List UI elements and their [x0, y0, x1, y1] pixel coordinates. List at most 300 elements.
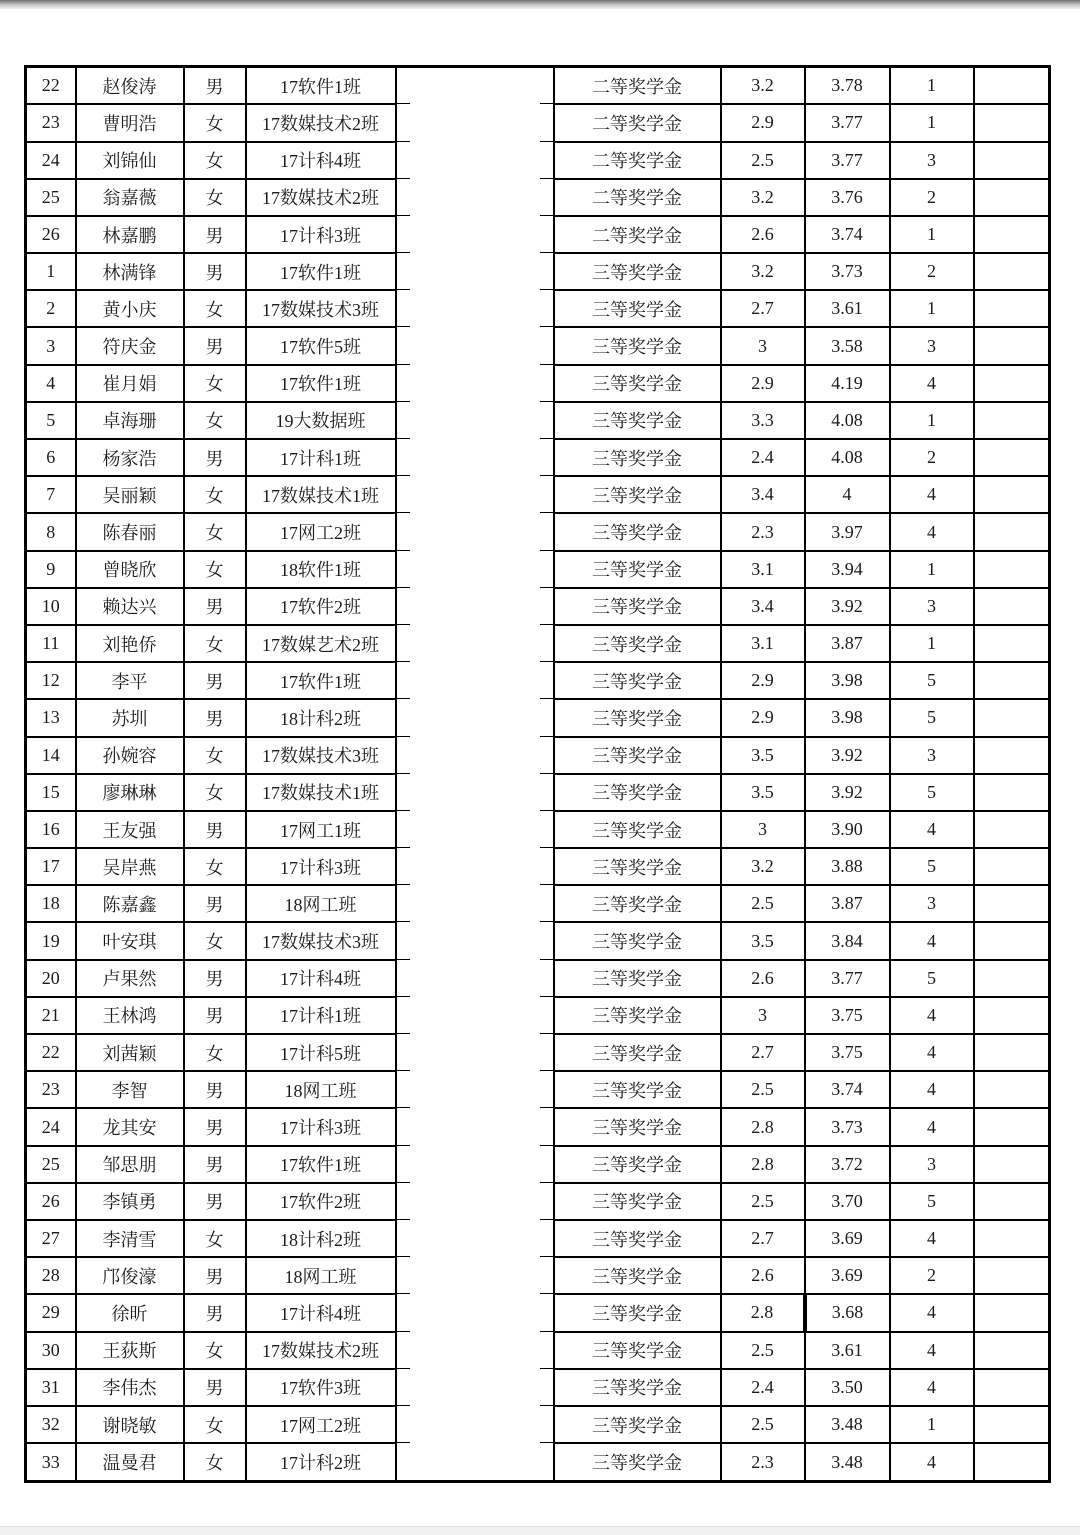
cell-gender[interactable]: 男	[184, 811, 246, 848]
cell-value-c[interactable]: 1	[890, 402, 974, 439]
cell-scholarship-level[interactable]: 二等奖学金	[554, 142, 721, 179]
cell-name[interactable]: 王友强	[76, 811, 184, 848]
cell-blank-end[interactable]	[974, 662, 1050, 699]
cell-gender[interactable]: 女	[184, 142, 246, 179]
cell-value-a[interactable]: 2.8	[721, 1146, 805, 1183]
cell-class[interactable]: 17网工1班	[246, 811, 396, 848]
cell-value-a[interactable]: 3.2	[721, 253, 805, 290]
cell-name[interactable]: 温曼君	[76, 1443, 184, 1481]
cell-value-a[interactable]: 3.2	[721, 179, 805, 216]
cell-gender[interactable]: 女	[184, 551, 246, 588]
cell-class[interactable]: 17软件1班	[246, 662, 396, 699]
cell-value-b[interactable]: 3.69	[805, 1220, 890, 1257]
cell-blank-end[interactable]	[974, 960, 1050, 997]
cell-value-c[interactable]: 5	[890, 774, 974, 811]
cell-scholarship-level[interactable]: 三等奖学金	[554, 588, 721, 625]
cell-scholarship-level[interactable]: 三等奖学金	[554, 922, 721, 959]
cell-gender[interactable]: 男	[184, 67, 246, 105]
cell-row-number[interactable]: 23	[26, 1071, 76, 1108]
cell-value-a[interactable]: 3.1	[721, 625, 805, 662]
cell-blank-spacer[interactable]	[396, 104, 554, 141]
cell-row-number[interactable]: 25	[26, 179, 76, 216]
cell-scholarship-level[interactable]: 三等奖学金	[554, 1220, 721, 1257]
cell-class[interactable]: 17软件1班	[246, 67, 396, 105]
cell-scholarship-level[interactable]: 二等奖学金	[554, 104, 721, 141]
cell-blank-end[interactable]	[974, 67, 1050, 105]
cell-class[interactable]: 17数媒技术2班	[246, 104, 396, 141]
cell-row-number[interactable]: 2	[26, 290, 76, 327]
cell-name[interactable]: 崔月娟	[76, 365, 184, 402]
cell-gender[interactable]: 男	[184, 1257, 246, 1294]
cell-name[interactable]: 卢果然	[76, 960, 184, 997]
cell-scholarship-level[interactable]: 三等奖学金	[554, 662, 721, 699]
cell-scholarship-level[interactable]: 三等奖学金	[554, 439, 721, 476]
cell-class[interactable]: 17软件3班	[246, 1369, 396, 1406]
cell-blank-spacer[interactable]	[396, 588, 554, 625]
cell-value-a[interactable]: 2.7	[721, 1220, 805, 1257]
cell-scholarship-level[interactable]: 三等奖学金	[554, 811, 721, 848]
cell-value-a[interactable]: 2.4	[721, 1369, 805, 1406]
cell-class[interactable]: 17计科4班	[246, 960, 396, 997]
cell-blank-end[interactable]	[974, 1294, 1050, 1331]
cell-name[interactable]: 曾晓欣	[76, 551, 184, 588]
cell-name[interactable]: 王荻斯	[76, 1332, 184, 1369]
cell-name[interactable]: 翁嘉薇	[76, 179, 184, 216]
cell-scholarship-level[interactable]: 三等奖学金	[554, 476, 721, 513]
cell-class[interactable]: 18网工班	[246, 885, 396, 922]
cell-blank-spacer[interactable]	[396, 1443, 554, 1481]
cell-value-a[interactable]: 2.6	[721, 216, 805, 253]
cell-value-b[interactable]: 3.92	[805, 774, 890, 811]
cell-class[interactable]: 18网工班	[246, 1071, 396, 1108]
cell-class[interactable]: 17软件1班	[246, 365, 396, 402]
cell-blank-spacer[interactable]	[396, 960, 554, 997]
cell-scholarship-level[interactable]: 三等奖学金	[554, 253, 721, 290]
cell-value-c[interactable]: 1	[890, 67, 974, 105]
cell-value-c[interactable]: 3	[890, 142, 974, 179]
cell-blank-end[interactable]	[974, 1443, 1050, 1481]
cell-blank-end[interactable]	[974, 1369, 1050, 1406]
cell-value-a[interactable]: 3.4	[721, 588, 805, 625]
cell-gender[interactable]: 男	[184, 885, 246, 922]
cell-value-b[interactable]: 3.87	[805, 625, 890, 662]
cell-value-a[interactable]: 3.2	[721, 67, 805, 105]
cell-value-c[interactable]: 4	[890, 365, 974, 402]
cell-blank-spacer[interactable]	[396, 402, 554, 439]
cell-blank-end[interactable]	[974, 179, 1050, 216]
cell-row-number[interactable]: 12	[26, 662, 76, 699]
cell-class[interactable]: 17软件5班	[246, 327, 396, 364]
cell-value-c[interactable]: 2	[890, 1257, 974, 1294]
cell-value-a[interactable]: 3	[721, 811, 805, 848]
cell-value-b[interactable]: 3.75	[805, 997, 890, 1034]
cell-scholarship-level[interactable]: 三等奖学金	[554, 1183, 721, 1220]
cell-value-a[interactable]: 2.3	[721, 1443, 805, 1481]
cell-value-a[interactable]: 3.4	[721, 476, 805, 513]
cell-scholarship-level[interactable]: 二等奖学金	[554, 216, 721, 253]
cell-value-c[interactable]: 5	[890, 1183, 974, 1220]
cell-value-c[interactable]: 4	[890, 997, 974, 1034]
cell-value-c[interactable]: 4	[890, 1443, 974, 1481]
cell-name[interactable]: 徐昕	[76, 1294, 184, 1331]
cell-row-number[interactable]: 22	[26, 1034, 76, 1071]
cell-blank-spacer[interactable]	[396, 1294, 554, 1331]
cell-row-number[interactable]: 3	[26, 327, 76, 364]
cell-scholarship-level[interactable]: 三等奖学金	[554, 885, 721, 922]
cell-class[interactable]: 17网工2班	[246, 1406, 396, 1443]
cell-class[interactable]: 17数媒艺术2班	[246, 625, 396, 662]
cell-scholarship-level[interactable]: 三等奖学金	[554, 1108, 721, 1145]
cell-gender[interactable]: 女	[184, 774, 246, 811]
cell-value-b[interactable]: 3.77	[805, 142, 890, 179]
cell-blank-end[interactable]	[974, 997, 1050, 1034]
cell-gender[interactable]: 男	[184, 588, 246, 625]
cell-blank-spacer[interactable]	[396, 476, 554, 513]
cell-class[interactable]: 17计科4班	[246, 142, 396, 179]
cell-gender[interactable]: 男	[184, 439, 246, 476]
cell-value-c[interactable]: 1	[890, 290, 974, 327]
cell-gender[interactable]: 女	[184, 365, 246, 402]
cell-blank-spacer[interactable]	[396, 811, 554, 848]
cell-value-b[interactable]: 3.84	[805, 922, 890, 959]
cell-gender[interactable]: 男	[184, 327, 246, 364]
cell-class[interactable]: 17数媒技术2班	[246, 1332, 396, 1369]
cell-value-a[interactable]: 2.9	[721, 662, 805, 699]
cell-blank-end[interactable]	[974, 1332, 1050, 1369]
cell-row-number[interactable]: 31	[26, 1369, 76, 1406]
cell-gender[interactable]: 女	[184, 476, 246, 513]
cell-value-b[interactable]: 3.72	[805, 1146, 890, 1183]
cell-value-b[interactable]: 3.78	[805, 67, 890, 105]
cell-value-a[interactable]: 2.8	[721, 1108, 805, 1145]
cell-name[interactable]: 李镇勇	[76, 1183, 184, 1220]
cell-value-c[interactable]: 4	[890, 1294, 974, 1331]
cell-scholarship-level[interactable]: 三等奖学金	[554, 1332, 721, 1369]
cell-value-c[interactable]: 5	[890, 662, 974, 699]
cell-value-a[interactable]: 2.7	[721, 1034, 805, 1071]
cell-class[interactable]: 18软件1班	[246, 551, 396, 588]
cell-gender[interactable]: 女	[184, 290, 246, 327]
cell-value-b[interactable]: 3.50	[805, 1369, 890, 1406]
cell-blank-end[interactable]	[974, 1406, 1050, 1443]
cell-class[interactable]: 17数媒技术2班	[246, 179, 396, 216]
cell-value-a[interactable]: 3.2	[721, 848, 805, 885]
cell-gender[interactable]: 女	[184, 737, 246, 774]
cell-name[interactable]: 刘艳侨	[76, 625, 184, 662]
cell-value-b[interactable]: 3.88	[805, 848, 890, 885]
cell-blank-spacer[interactable]	[396, 290, 554, 327]
cell-value-b[interactable]: 3.74	[805, 1071, 890, 1108]
cell-name[interactable]: 孙婉容	[76, 737, 184, 774]
cell-value-a[interactable]: 2.5	[721, 1183, 805, 1220]
cell-gender[interactable]: 女	[184, 922, 246, 959]
cell-name[interactable]: 曹明浩	[76, 104, 184, 141]
cell-gender[interactable]: 男	[184, 699, 246, 736]
cell-name[interactable]: 林满锋	[76, 253, 184, 290]
cell-value-a[interactable]: 2.7	[721, 290, 805, 327]
cell-class[interactable]: 18计科2班	[246, 699, 396, 736]
cell-blank-end[interactable]	[974, 625, 1050, 662]
cell-blank-end[interactable]	[974, 290, 1050, 327]
cell-class[interactable]: 17计科3班	[246, 1108, 396, 1145]
cell-value-c[interactable]: 4	[890, 1071, 974, 1108]
cell-name[interactable]: 吴岸燕	[76, 848, 184, 885]
cell-blank-spacer[interactable]	[396, 885, 554, 922]
cell-blank-spacer[interactable]	[396, 774, 554, 811]
cell-row-number[interactable]: 23	[26, 104, 76, 141]
cell-row-number[interactable]: 11	[26, 625, 76, 662]
cell-value-b[interactable]: 3.75	[805, 1034, 890, 1071]
cell-value-b[interactable]: 3.73	[805, 253, 890, 290]
cell-scholarship-level[interactable]: 三等奖学金	[554, 1294, 721, 1331]
cell-name[interactable]: 王林鸿	[76, 997, 184, 1034]
cell-name[interactable]: 苏圳	[76, 699, 184, 736]
cell-row-number[interactable]: 29	[26, 1294, 76, 1331]
cell-name[interactable]: 黄小庆	[76, 290, 184, 327]
cell-gender[interactable]: 男	[184, 1146, 246, 1183]
cell-row-number[interactable]: 18	[26, 885, 76, 922]
cell-class[interactable]: 17数媒技术3班	[246, 737, 396, 774]
cell-blank-end[interactable]	[974, 513, 1050, 550]
cell-scholarship-level[interactable]: 三等奖学金	[554, 1034, 721, 1071]
cell-row-number[interactable]: 24	[26, 1108, 76, 1145]
cell-blank-spacer[interactable]	[396, 179, 554, 216]
cell-name[interactable]: 李平	[76, 662, 184, 699]
cell-value-b[interactable]: 3.74	[805, 216, 890, 253]
cell-gender[interactable]: 男	[184, 1369, 246, 1406]
cell-gender[interactable]: 女	[184, 104, 246, 141]
cell-class[interactable]: 18计科2班	[246, 1220, 396, 1257]
cell-row-number[interactable]: 10	[26, 588, 76, 625]
cell-blank-spacer[interactable]	[396, 1146, 554, 1183]
cell-row-number[interactable]: 9	[26, 551, 76, 588]
cell-name[interactable]: 赵俊涛	[76, 67, 184, 105]
cell-gender[interactable]: 女	[184, 179, 246, 216]
cell-scholarship-level[interactable]: 三等奖学金	[554, 737, 721, 774]
cell-gender[interactable]: 女	[184, 513, 246, 550]
cell-scholarship-level[interactable]: 三等奖学金	[554, 1071, 721, 1108]
cell-value-b[interactable]: 3.61	[805, 290, 890, 327]
cell-blank-end[interactable]	[974, 1183, 1050, 1220]
cell-value-c[interactable]: 4	[890, 1369, 974, 1406]
cell-name[interactable]: 赖达兴	[76, 588, 184, 625]
cell-row-number[interactable]: 8	[26, 513, 76, 550]
cell-value-a[interactable]: 3.5	[721, 737, 805, 774]
cell-value-a[interactable]: 3.1	[721, 551, 805, 588]
cell-value-a[interactable]: 2.6	[721, 960, 805, 997]
cell-value-b[interactable]: 3.48	[805, 1406, 890, 1443]
cell-name[interactable]: 谢晓敏	[76, 1406, 184, 1443]
cell-name[interactable]: 邹思朋	[76, 1146, 184, 1183]
cell-blank-spacer[interactable]	[396, 1108, 554, 1145]
cell-gender[interactable]: 男	[184, 997, 246, 1034]
cell-name[interactable]: 卓海珊	[76, 402, 184, 439]
cell-class[interactable]: 17数媒技术3班	[246, 290, 396, 327]
cell-value-c[interactable]: 5	[890, 699, 974, 736]
cell-value-a[interactable]: 3	[721, 327, 805, 364]
cell-name[interactable]: 陈嘉鑫	[76, 885, 184, 922]
cell-blank-end[interactable]	[974, 104, 1050, 141]
cell-value-c[interactable]: 5	[890, 960, 974, 997]
cell-row-number[interactable]: 26	[26, 1183, 76, 1220]
cell-row-number[interactable]: 4	[26, 365, 76, 402]
cell-blank-end[interactable]	[974, 774, 1050, 811]
cell-gender[interactable]: 女	[184, 1443, 246, 1481]
cell-blank-end[interactable]	[974, 402, 1050, 439]
cell-class[interactable]: 17计科2班	[246, 1443, 396, 1481]
cell-row-number[interactable]: 26	[26, 216, 76, 253]
cell-blank-spacer[interactable]	[396, 1183, 554, 1220]
cell-value-a[interactable]: 2.5	[721, 1332, 805, 1369]
cell-scholarship-level[interactable]: 二等奖学金	[554, 67, 721, 105]
cell-gender[interactable]: 女	[184, 625, 246, 662]
cell-value-a[interactable]: 3.5	[721, 922, 805, 959]
cell-name[interactable]: 龙其安	[76, 1108, 184, 1145]
cell-class[interactable]: 17计科1班	[246, 997, 396, 1034]
cell-class[interactable]: 17计科3班	[246, 216, 396, 253]
cell-scholarship-level[interactable]: 三等奖学金	[554, 290, 721, 327]
cell-blank-end[interactable]	[974, 551, 1050, 588]
cell-gender[interactable]: 女	[184, 1406, 246, 1443]
cell-value-b[interactable]: 3.70	[805, 1183, 890, 1220]
cell-scholarship-level[interactable]: 三等奖学金	[554, 1257, 721, 1294]
cell-gender[interactable]: 女	[184, 848, 246, 885]
cell-value-a[interactable]: 2.3	[721, 513, 805, 550]
cell-value-b[interactable]: 3.90	[805, 811, 890, 848]
cell-value-a[interactable]: 2.9	[721, 104, 805, 141]
cell-class[interactable]: 17计科5班	[246, 1034, 396, 1071]
cell-blank-end[interactable]	[974, 1220, 1050, 1257]
cell-blank-spacer[interactable]	[396, 513, 554, 550]
cell-class[interactable]: 17软件1班	[246, 253, 396, 290]
cell-blank-spacer[interactable]	[396, 1369, 554, 1406]
cell-row-number[interactable]: 22	[26, 67, 76, 105]
cell-blank-spacer[interactable]	[396, 327, 554, 364]
cell-value-b[interactable]: 3.77	[805, 960, 890, 997]
cell-gender[interactable]: 男	[184, 1071, 246, 1108]
cell-value-c[interactable]: 5	[890, 848, 974, 885]
cell-scholarship-level[interactable]: 三等奖学金	[554, 699, 721, 736]
cell-blank-end[interactable]	[974, 253, 1050, 290]
cell-value-c[interactable]: 1	[890, 104, 974, 141]
cell-blank-spacer[interactable]	[396, 662, 554, 699]
cell-class[interactable]: 18网工班	[246, 1257, 396, 1294]
cell-scholarship-level[interactable]: 三等奖学金	[554, 402, 721, 439]
cell-row-number[interactable]: 17	[26, 848, 76, 885]
cell-value-b[interactable]: 3.77	[805, 104, 890, 141]
cell-row-number[interactable]: 15	[26, 774, 76, 811]
cell-scholarship-level[interactable]: 三等奖学金	[554, 960, 721, 997]
cell-row-number[interactable]: 7	[26, 476, 76, 513]
cell-blank-end[interactable]	[974, 142, 1050, 179]
cell-value-c[interactable]: 1	[890, 625, 974, 662]
cell-scholarship-level[interactable]: 三等奖学金	[554, 365, 721, 402]
cell-gender[interactable]: 男	[184, 1183, 246, 1220]
cell-row-number[interactable]: 24	[26, 142, 76, 179]
cell-value-a[interactable]: 2.5	[721, 885, 805, 922]
cell-value-b[interactable]: 3.69	[805, 1257, 890, 1294]
cell-blank-spacer[interactable]	[396, 848, 554, 885]
cell-value-c[interactable]: 3	[890, 885, 974, 922]
cell-blank-spacer[interactable]	[396, 1332, 554, 1369]
cell-class[interactable]: 19大数据班	[246, 402, 396, 439]
cell-blank-end[interactable]	[974, 1071, 1050, 1108]
cell-blank-end[interactable]	[974, 699, 1050, 736]
cell-blank-end[interactable]	[974, 327, 1050, 364]
cell-blank-spacer[interactable]	[396, 922, 554, 959]
cell-name[interactable]: 邝俊濠	[76, 1257, 184, 1294]
cell-row-number[interactable]: 28	[26, 1257, 76, 1294]
cell-blank-end[interactable]	[974, 216, 1050, 253]
cell-value-b[interactable]: 4	[805, 476, 890, 513]
cell-scholarship-level[interactable]: 三等奖学金	[554, 625, 721, 662]
cell-gender[interactable]: 男	[184, 662, 246, 699]
cell-blank-end[interactable]	[974, 365, 1050, 402]
cell-scholarship-level[interactable]: 三等奖学金	[554, 1443, 721, 1481]
cell-blank-end[interactable]	[974, 885, 1050, 922]
cell-row-number[interactable]: 33	[26, 1443, 76, 1481]
cell-scholarship-level[interactable]: 二等奖学金	[554, 179, 721, 216]
cell-class[interactable]: 17计科3班	[246, 848, 396, 885]
cell-value-c[interactable]: 3	[890, 1146, 974, 1183]
cell-name[interactable]: 林嘉鹏	[76, 216, 184, 253]
cell-blank-end[interactable]	[974, 1108, 1050, 1145]
cell-value-a[interactable]: 3.5	[721, 774, 805, 811]
cell-class[interactable]: 17软件2班	[246, 588, 396, 625]
cell-value-b[interactable]: 3.73	[805, 1108, 890, 1145]
cell-row-number[interactable]: 25	[26, 1146, 76, 1183]
cell-blank-end[interactable]	[974, 439, 1050, 476]
cell-blank-end[interactable]	[974, 737, 1050, 774]
cell-row-number[interactable]: 21	[26, 997, 76, 1034]
cell-value-a[interactable]: 3.3	[721, 402, 805, 439]
cell-blank-spacer[interactable]	[396, 142, 554, 179]
cell-gender[interactable]: 男	[184, 253, 246, 290]
cell-scholarship-level[interactable]: 三等奖学金	[554, 327, 721, 364]
cell-blank-spacer[interactable]	[396, 253, 554, 290]
cell-blank-spacer[interactable]	[396, 216, 554, 253]
cell-blank-spacer[interactable]	[396, 67, 554, 105]
cell-value-b[interactable]: 3.98	[805, 662, 890, 699]
cell-blank-end[interactable]	[974, 1034, 1050, 1071]
cell-name[interactable]: 刘锦仙	[76, 142, 184, 179]
cell-value-c[interactable]: 2	[890, 253, 974, 290]
cell-scholarship-level[interactable]: 三等奖学金	[554, 997, 721, 1034]
cell-scholarship-level[interactable]: 三等奖学金	[554, 551, 721, 588]
cell-value-b[interactable]: 3.61	[805, 1332, 890, 1369]
cell-name[interactable]: 廖琳琳	[76, 774, 184, 811]
cell-value-c[interactable]: 3	[890, 588, 974, 625]
cell-blank-end[interactable]	[974, 922, 1050, 959]
cell-row-number[interactable]: 13	[26, 699, 76, 736]
cell-value-c[interactable]: 4	[890, 1220, 974, 1257]
cell-scholarship-level[interactable]: 三等奖学金	[554, 1369, 721, 1406]
cell-blank-end[interactable]	[974, 1146, 1050, 1183]
cell-gender[interactable]: 女	[184, 1332, 246, 1369]
cell-value-c[interactable]: 4	[890, 1108, 974, 1145]
cell-blank-spacer[interactable]	[396, 439, 554, 476]
cell-value-a[interactable]: 2.6	[721, 1257, 805, 1294]
cell-value-a[interactable]: 2.5	[721, 1071, 805, 1108]
cell-value-b[interactable]: 3.87	[805, 885, 890, 922]
cell-blank-spacer[interactable]	[396, 997, 554, 1034]
cell-value-c[interactable]: 4	[890, 476, 974, 513]
cell-value-c[interactable]: 4	[890, 811, 974, 848]
cell-gender[interactable]: 男	[184, 216, 246, 253]
cell-row-number[interactable]: 30	[26, 1332, 76, 1369]
cell-name[interactable]: 李智	[76, 1071, 184, 1108]
cell-value-b[interactable]: 4.08	[805, 439, 890, 476]
